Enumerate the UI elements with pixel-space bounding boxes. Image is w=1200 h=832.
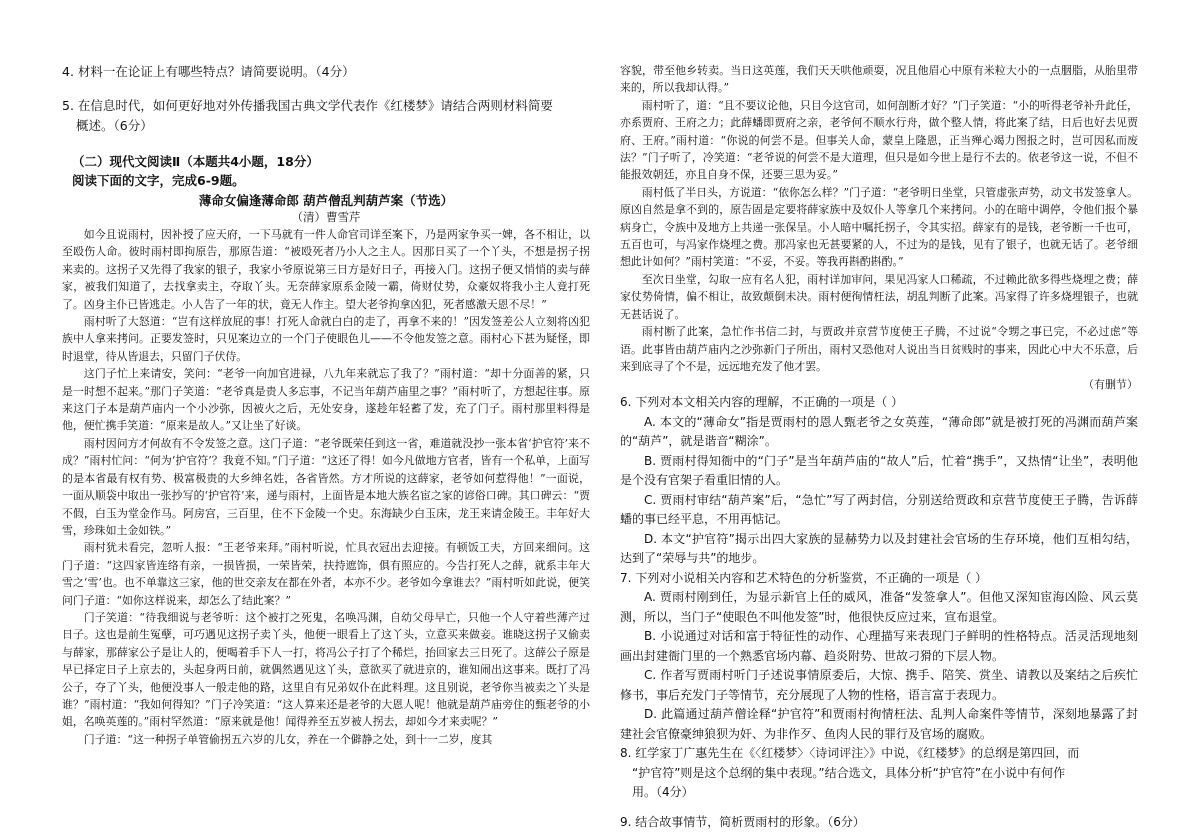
passage-paragraph: 雨村犹未看完，忽听人报：“王老爷来拜。”雨村听说，忙具衣冠出去迎接。有顿饭工夫，方回来细问。这门子道：“这四家皆连络有亲，一损皆损，一荣皆荣，扶持遮饰，俱有照应的。今告打死人之薛，就系丰年大雪之‘雪’也。也不单靠这三家，他的世交亲友在都在外者，本亦不少。老爷如今拿谁去？”雨村听如此说，便笑问门子道：“如你这样说来，却怎么了结此案？” [62,541,590,607]
option-b: B. 小说通过对话和富于特征性的动作、心理描写来表现门子鲜明的性格特点。活灵活现地刻画出封建衙门里的一个熟悉官场内幕、趋炎附势、世故刁猾的下层人物。 [620,629,1138,663]
question-8-line1: 8. 红学家丁广惠先生在《〈红楼梦〉〈诗词评注〉》中说，《红楼梦》的总纲是第四回，而 [620,746,1080,761]
passage-paragraph: 雨村听了大怒道：“岂有这样放屁的事！打死人命就白白的走了，再拿不来的！”因发签差公人立刻将凶犯族中人拿来拷问。正要发签时，只见案边立的一个门子使眼色儿——不令他发签之意。雨村心下甚为疑怪，即时退堂，待从皆退去，只留门子伏侍。 [62,315,590,363]
passage-paragraph: 雨村因问方才何故有不令发签之意。这门子道：“老爷既荣任到这一省，难道就没抄一张本省‘护官符’来不成？”雨村忙问：“何为‘护官符’？我竟不知。”门子道：“这还了得！如今凡做地方官者，皆有一个私单，上面写的是本省最有权有势、极富极贵的大乡绅名姓，各省皆然。方才所说的这薛家，老爷如何惹得他！”一面说，一面从顺袋中取出一张抄写的‘护官符’来，递与雨村，上面皆是本地大族名宦之家的谚俗口碑。其口碑云：“贾不假，白玉为堂金作马。阿房宫，三百里，住不下金陵一个史。东海缺少白玉床，龙王来请金陵王。丰年好大雪，珍珠如土金如铁。” [62,436,590,537]
passage-paragraph: 容貌，带至他乡转卖。当日这英莲，我们天天哄他顽耍，况且他眉心中原有米粒大小的一点胭脂，从胎里带来的，所以我却认得。” [620,64,1138,95]
option-a: A. 本文的“薄命女”指是贾雨村的恩人甄老爷之女英莲，“薄命郎”就是被打死的冯渊而葫芦案的“葫芦”，就是谐音“糊涂”。 [620,414,1138,449]
passage-title: 薄命女偏逢薄命郎 葫芦僧乱判葫芦案（节选） [198,193,454,208]
passage-paragraph: 雨村断了此案，急忙作书信二封，与贾政并京营节度使王子腾，不过说“令甥之事已完，不必过虑”等语。此事皆由葫芦庙内之沙弥新门子所出，雨村又恐他对人说出当日贫贱时的事来，因此心中大不乐意，后来到底寻了个不是，远远地充发了他才罢。 [620,325,1138,373]
section-title: （二）现代文阅读Ⅱ（本题共4小题，18分） [72,154,319,169]
question-8-line2: “护官符”则是这个总纲的集中表现。”结合选文，具体分析“护官符”在小说中有何作 [632,765,1066,780]
option-d: D. 本文“护官符”揭示出四大家族的显赫势力以及封建社会官场的生存环境，他们互相勾结，达到了“荣辱与共”的地步。 [620,531,1138,566]
question-5 [62,96,590,136]
passage-paragraph: 如今且说雨村，因补授了应天府，一下马就有一件人命官司详至案下，乃是两家争买一婢，各不相让，以至殴伤人命。彼时雨村即拘原告，那原告道：“被殴死者乃小人之主人。因那日买了一个丫头，不想是拐子拐来卖的。这拐子又先得了我家的银子，我家小爷原说第三日方是好日子，再接入门。这拐子便又悄悄的卖与薛家，被我们知道了，去找拿卖主，夺取丫头。无奈薛家原系金陵一霸，倚财仗势，众豪奴将我小主人竟打死了。凶身主仆已皆逃走。小人告了一年的状，竟无人作主。望大老爷拘拿凶犯，死者感激天恩不尽！” [62,228,590,311]
option-a: A. 贾雨村刚到任，为显示新官上任的威风，准备“发签拿人”。但他又深知宦海凶险、风云莫测，所以，当门子“使眼色不叫他发签”时，他很快反应过来，宣布退堂。 [620,590,1138,624]
question-7 [620,569,1138,745]
left-column [62,62,590,748]
question-7-stem: 7. 下列对小说相关内容和艺术特色的分析鉴赏，不正确的一项是（ ） [620,570,988,585]
question-8 [620,744,1138,803]
passage-paragraph: 门子笑道：“待我细说与老爷听：这个被打之死鬼，名唤冯渊，自幼父母早亡，只他一个人守着些薄产过日子。这也是前生冤孽，可巧遇见这拐子卖丫头，他便一眼看上了这丫头，立意买来做妾。谁晓这拐子又偷卖与薛家，那薛家公子是让人的，便喝着手下人一打，将冯公子打了个稀烂，抬回家去三日死了。这薛公子原是早已择定日子上京去的，头起身两日前，就偶然遇见这丫头，意欲买了就进京的，谁知闹出这事来。既打了冯公子，夺了丫头，他便没事人一般走他的路，这里自有兄弟奴仆在此料理。这且别说，老爷你当被卖之丫头是谁？”雨村道：“我如何得知？”门子冷笑道：“这人算来还是老爷的大恩人呢！他就是葫芦庙旁住的甄老爷的小姐，名唤英莲的。”雨村罕然道：“原来就是他！闻得养至五岁被人拐去，却如今才来卖呢？” [62,610,590,729]
passage-paragraph: 这门子忙上来请安，笑问：“老爷一向加官进禄，八九年来就忘了我了？”雨村道：“却十分面善的紧，只是一时想不起来。”那门子笑道：“老爷真是贵人多忘事，不记当年葫芦庙里之事？”雨村听了，方想起往事。原来这门子本是葫芦庙内一个小沙弥，因被火之后，无处安身，遂趁年轻蓄了发，充了门子。雨村那里料得是他，便忙携手笑道：“原来是故人。”又让坐了好谈。 [62,367,590,433]
question-6 [620,393,1138,569]
option-d: D. 此篇通过葫芦僧诠释“护官符”和贾雨村徇情枉法、乱判人命案件等情节，深刻地暴露了封建社会官僚豪绅狼狈为奸、为非作歹、鱼肉人民的罪行及官场的腐败。 [620,707,1138,741]
question-8-line3: 用。（4分） [632,785,694,800]
passage-author: （清）曹雪芹 [291,210,361,224]
option-b: B. 贾雨村得知衙中的“门子”是当年葫芦庙的“故人”后，忙着“携手”，又热情“让坐”，表明他是个没有官架子看重旧情的人。 [620,453,1138,488]
question-9: 9. 结合故事情节，简析贾雨村的形象。（6分） [620,814,865,829]
question-5-line1: 5. 在信息时代，如何更好地对外传播我国古典文学代表作《红楼梦》请结合两则材料简要 [62,98,553,113]
question-5-line2: 概述。（6分） [76,118,153,133]
question-4: 4. 材料一在论证上有哪些特点？请简要说明。（4分） [62,64,355,79]
passage-paragraph: 至次日坐堂，勾取一应有名人犯，雨村详加审问，果见冯家人口稀疏，不过赖此欲多得些烧埋之费；薛家仗势倚情，偏不相让，故致颠倒未决。雨村便徇情枉法，胡乱判断了此案。冯家得了许多烧埋银子，也就无甚话说了。 [620,272,1138,321]
passage-paragraph: 雨村听了，道：“且不要议论他，只目今这官司，如何剖断才好？”门子笑道：“小的听得老爷补升此任，亦系贾府、王府之力；此薛蟠即贾府之亲，老爷何不顺水行舟，做个整人情，将此案了结，日后也好去见贾府、王府。”雨村道：“你说的何尝不是。但事关人命，蒙皇上隆恩，正当殚心竭力图报之时，岂可因私而废法？”门子听了，冷笑道：“老爷说的何尝不是大道理，但只是如今世上是行不去的。依老爷这一说，不但不能报效朝廷，亦且自身不保，还要三思为妥。” [620,98,1138,182]
reading-instruction: 阅读下面的文字，完成6-9题。 [72,173,245,188]
passage-paragraph: 雨村低了半日头，方说道：“依你怎么样？”门子道：“老爷明日坐堂，只管虚张声势，动文书发签拿人。原凶自然是拿不到的，原告固是定要将薛家族中及奴仆人等拿几个来拷问。小的在暗中调停，令他们报个暴病身亡，令族中及地方上共递一张保呈。小人暗中嘱托拐子，令其实招。薛家有的是钱，老爷断一千也可，五百也可，与冯家作烧埋之费。那冯家也无甚要紧的人，不过为的是钱，见有了银子，也就无话了。老爷细想此计如何？”雨村笑道：“不妥，不妥。等我再斟酌斟酌。” [620,185,1138,269]
abridged-note: （有删节） [1083,378,1138,392]
option-c: C. 作者写贾雨村听门子述说事情原委后，大惊、携手、陪笑、赏坐、请教以及案结之后疾忙修书，事后充发门子等情节，充分展现了人物的性格，语言富于表现力。 [620,668,1138,702]
option-c: C. 贾雨村审结“葫芦案”后，“急忙”写了两封信，分别送给贾政和京营节度使王子腾，告诉薛蟠的事已经平息，不用再惦记。 [620,492,1138,527]
passage-paragraph: 门子道：“这一种拐子单管偷拐五六岁的儿女，养在一个僻静之处，到十一二岁，度其 [83,732,493,746]
question-6-stem: 6. 下列对本文相关内容的理解，不正确的一项是（ ） [620,395,904,410]
right-column [620,62,1138,832]
